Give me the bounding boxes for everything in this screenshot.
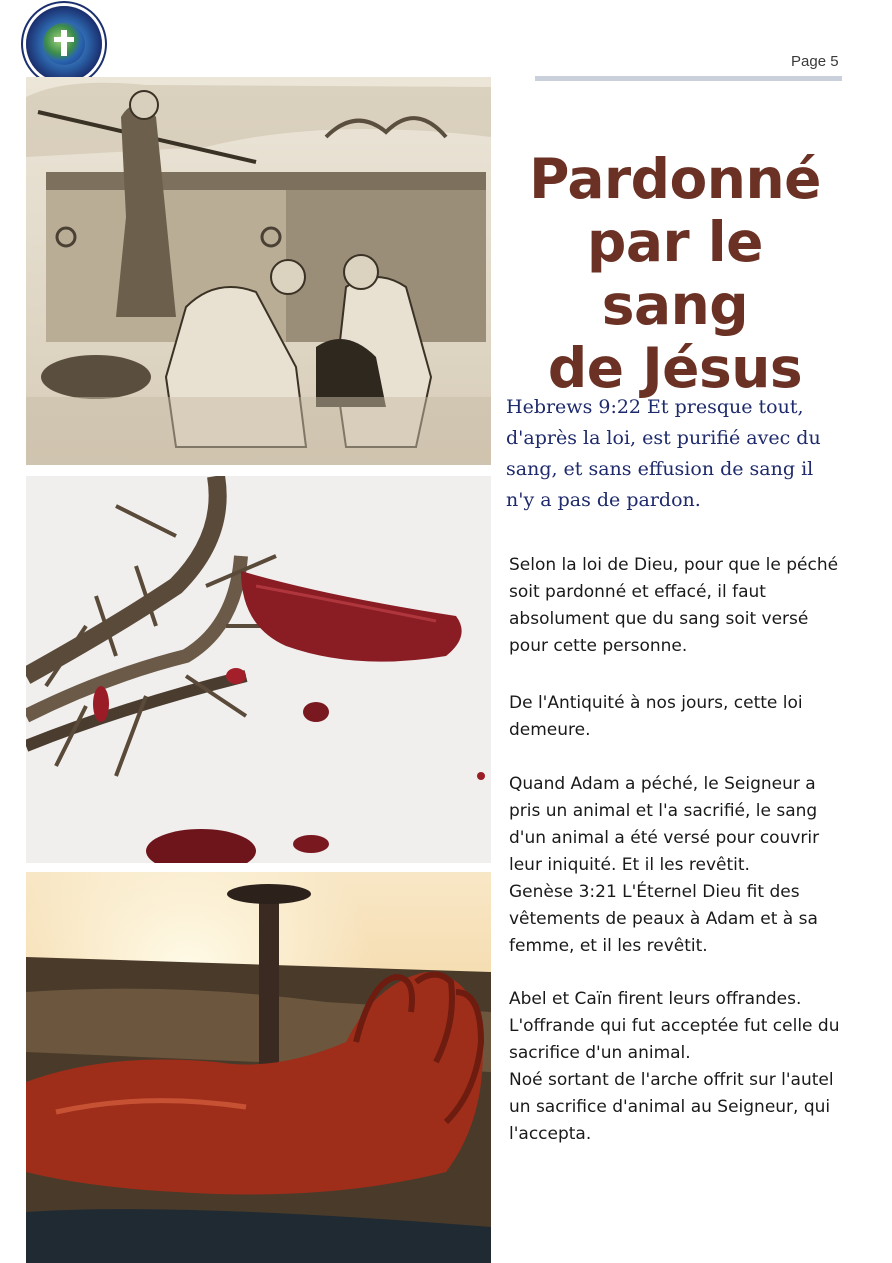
paragraph-adam-line-1: Quand Adam a péché, le Seigneur a pris un animal et l'a sacrifié, le sang d'un animal a été versé pour couvrir leur iniquité. Et il les revêtit. [509, 774, 820, 875]
nail-and-hand-image [26, 872, 491, 1263]
paragraph-abel-line: Abel et Caïn firent leurs offrandes. L'offrande qui fut acceptée fut celle du sacrifice d'un animal. [509, 989, 840, 1063]
title-line-2: par le sang [587, 210, 763, 337]
church-logo [26, 6, 102, 82]
crown-of-thorns-image [26, 476, 491, 863]
title-line-3: de Jésus [547, 336, 803, 400]
title-line-1: Pardonné [529, 147, 821, 211]
page-number: Page 5 [791, 53, 839, 70]
page-title [505, 148, 845, 400]
header-divider [535, 76, 842, 81]
paragraph-abel-noah [509, 986, 849, 1148]
engraving-priests-sacrifice-image [26, 77, 491, 465]
scripture-quote: Hebrews 9:22 Et presque tout, d'après la loi, est purifié avec du sang, et sans effusion de sang il n'y a pas de pardon. [506, 396, 821, 511]
paragraph-adam [509, 771, 849, 960]
paragraph-law-of-god: Selon la loi de Dieu, pour que le péché soit pardonné et effacé, il faut absolument que du sang soit versé pour cette personne. [509, 555, 839, 656]
cross-icon [61, 30, 67, 56]
paragraph-adam-line-2: Genèse 3:21 L'Éternel Dieu fit des vêtements de peaux à Adam et à sa femme, et il les revêtit. [509, 882, 818, 956]
paragraph-antiquity: De l'Antiquité à nos jours, cette loi demeure. [509, 693, 803, 740]
paragraph-noah-line: Noé sortant de l'arche offrit sur l'autel un sacrifice d'animal au Seigneur, qui l'accepta. [509, 1070, 834, 1144]
